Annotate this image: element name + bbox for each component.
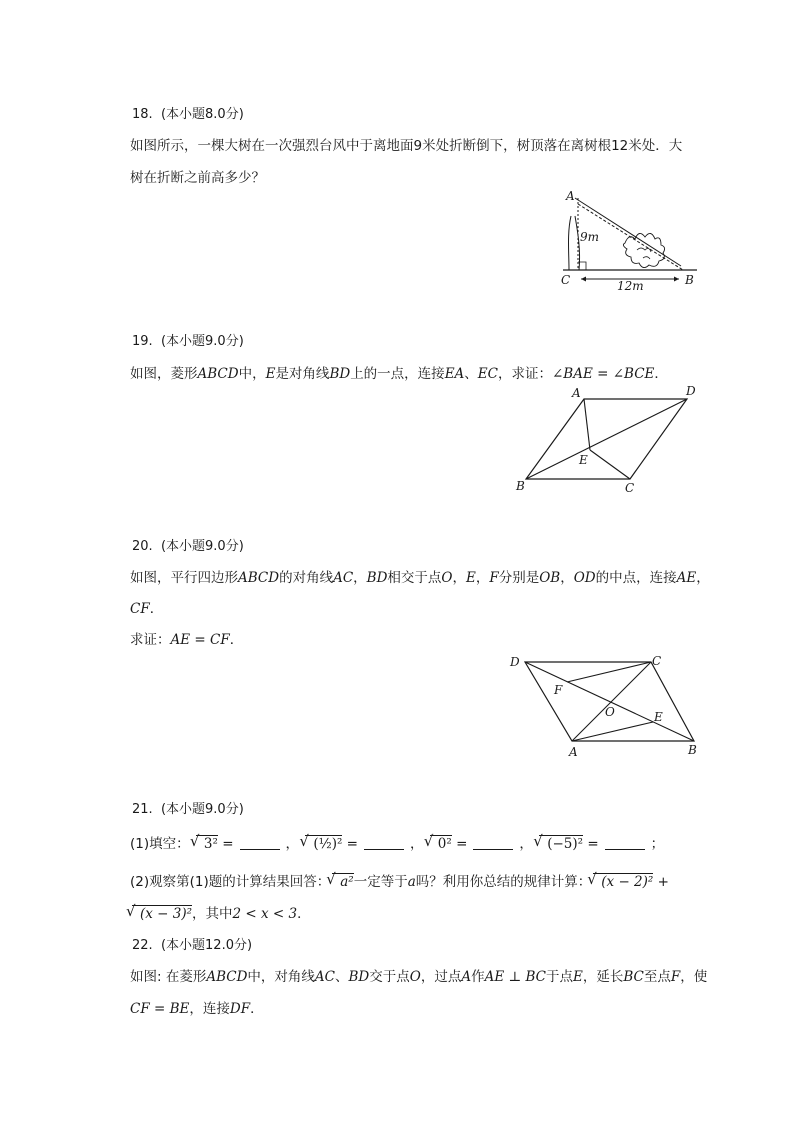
q20-label-e: E: [654, 710, 663, 724]
q21-header: [132, 798, 244, 817]
q21-blank4[interactable]: [605, 849, 645, 850]
q19-label-e: E: [579, 453, 588, 467]
q19-figure: [510, 382, 705, 497]
q21-period: ．: [297, 906, 311, 922]
q21-score: (本小题9.0分): [160, 802, 244, 817]
q21-p1-label: (1)填空：: [130, 836, 190, 852]
q20-o: O: [441, 570, 453, 586]
q21-p2-c: 吗？利用你总结的规律计算：: [415, 874, 592, 890]
q19-label-c: C: [625, 481, 635, 495]
q20-figure: [505, 650, 705, 762]
q19-abcd: ABCD: [197, 366, 239, 382]
q22-f: F: [670, 969, 681, 985]
q22-t3: 交于点: [369, 969, 410, 985]
q20-t2: 的对角线: [279, 570, 334, 586]
q19-bd: BD: [329, 366, 351, 382]
q20-prove-label: 求证：: [130, 632, 171, 648]
q22-text-line2: [130, 997, 264, 1017]
q18-header: [132, 103, 244, 122]
q21-p2-root: √ a²: [332, 873, 353, 890]
q20-text-line1: [130, 566, 710, 586]
q21-number: 21.: [132, 802, 153, 817]
q22-df: DF: [229, 1001, 251, 1017]
q22-score: (本小题12.0分): [160, 938, 253, 953]
q19-text-a: 如图，菱形: [130, 366, 198, 382]
q20-comma3: ，: [475, 570, 490, 586]
q21-p2-d: ，其中: [192, 906, 233, 922]
q22-sep: 、: [335, 969, 349, 985]
q22-header: [132, 934, 252, 953]
q22-period: ．: [250, 1001, 264, 1017]
q19-ea: EA: [444, 366, 465, 382]
q21-blank3[interactable]: [473, 849, 513, 850]
q21-range: 2 < x < 3: [232, 906, 298, 922]
q20-ae: AE: [676, 570, 697, 586]
q19-number: 19.: [132, 334, 153, 349]
q20-number: 20.: [132, 539, 153, 554]
q22-t6: 于点: [545, 969, 573, 985]
q18-text-line2: 树在折断之前高多少？: [130, 170, 265, 186]
q19-text-d: 上的一点，连接: [350, 366, 445, 382]
q18-label-b: B: [685, 273, 694, 287]
q22-number: 22.: [132, 938, 153, 953]
q21-eq3: =: [456, 836, 468, 852]
q20-period2: ．: [229, 632, 244, 648]
q20-ob: OB: [539, 570, 561, 586]
q22-abcd: ABCD: [206, 969, 248, 985]
q22-perp: AE ⊥ BC: [484, 969, 546, 985]
q22-bc: BC: [623, 969, 644, 985]
q20-t5: 的中点，连接: [595, 570, 677, 586]
q20-od: OD: [573, 570, 596, 586]
q19-label-d: D: [686, 384, 696, 398]
q21-plus: +: [657, 874, 669, 890]
q21-part2-line2: [130, 902, 311, 922]
q20-period1: ．: [149, 601, 164, 617]
q22-t8: 至点: [643, 969, 671, 985]
q21-root4: √ (−5)²: [539, 835, 583, 852]
q19-label-b: B: [516, 479, 525, 493]
q20-text-line2: [130, 597, 163, 617]
q20-comma4: ，: [560, 570, 574, 586]
q19-proof: ∠BAE = ∠BCE: [551, 366, 655, 382]
q19-text: [130, 362, 668, 382]
q20-comma2: ，: [452, 570, 466, 586]
q22-text-line1: [130, 965, 707, 985]
q19-label-a: A: [572, 386, 581, 400]
q22-t9: ，使: [680, 969, 708, 985]
q21-eq4: =: [587, 836, 599, 852]
q20-label-d: D: [510, 655, 520, 669]
q22-t7: ，延长: [582, 969, 624, 985]
q20-t4: 分别是: [498, 570, 540, 586]
q20-t1: 如图，平行四边形: [130, 570, 238, 586]
q21-eq2: =: [346, 836, 358, 852]
q20-comma5: ，: [696, 570, 710, 586]
q20-ac: AC: [333, 570, 354, 586]
q22-t4: ，过点: [420, 969, 462, 985]
q21-p2-var: a: [407, 874, 416, 890]
q18-score: (本小题8.0分): [160, 107, 244, 122]
q21-expr2: √ (x − 3)²: [132, 905, 192, 922]
q20-score: (本小题9.0分): [160, 539, 244, 554]
q18-number: 18.: [132, 107, 153, 122]
q22-t2: 中，对角线: [247, 969, 315, 985]
q20-abcd: ABCD: [238, 570, 280, 586]
q19-text-e: ，求证：: [497, 366, 552, 382]
q21-part2-line1: [130, 870, 669, 890]
q21-part1: [130, 832, 664, 852]
q21-p2-b: 一定等于: [353, 874, 408, 890]
q20-t3: 相交于点: [387, 570, 442, 586]
q19-text-b: 中，: [238, 366, 266, 382]
q21-expr1: √ (x − 2)²: [593, 873, 653, 890]
q20-bd: BD: [366, 570, 388, 586]
q18-label-height: 9m: [580, 230, 600, 244]
q21-root3: √ 0²: [430, 835, 452, 852]
q20-cf: CF: [130, 601, 150, 617]
q20-label-c: C: [652, 654, 662, 668]
q20-label-f: F: [554, 683, 563, 697]
q19-sep: 、: [464, 366, 478, 382]
q22-bd: BD: [348, 969, 370, 985]
q20-label-o: O: [605, 705, 615, 719]
q18-figure: [555, 188, 700, 293]
q21-root2: √ (½)²: [305, 835, 342, 852]
q19-end: ．: [654, 366, 668, 382]
q22-o: O: [409, 969, 421, 985]
q19-e: E: [265, 366, 276, 382]
q19-ec: EC: [477, 366, 498, 382]
q21-root1: √ 3²: [196, 835, 218, 852]
q21-sep1: ，: [285, 836, 300, 852]
q19-header: [132, 330, 244, 349]
q20-label-a: A: [569, 745, 578, 759]
q18-label-distance: 12m: [617, 279, 644, 293]
q21-blank2[interactable]: [364, 849, 404, 850]
q22-e: E: [572, 969, 583, 985]
q22-eq: CF = BE: [130, 1001, 190, 1017]
q21-sep2: ，: [409, 836, 424, 852]
q22-t1: 如图: 在菱形: [130, 969, 207, 985]
q22-a: A: [461, 969, 472, 985]
q18-text-line1: 如图所示，一棵大树在一次强烈台风中于离地面9米处折断倒下，树顶落在离树根12米处．大: [130, 138, 683, 154]
q20-label-b: B: [688, 743, 697, 757]
q21-sep3: ，: [519, 836, 533, 852]
q22-ac: AC: [314, 969, 336, 985]
q21-blank1[interactable]: [240, 849, 280, 850]
q22-t5: 作: [471, 969, 485, 985]
q21-eq1: =: [222, 836, 234, 852]
q18-label-c: C: [561, 273, 571, 287]
q20-prove: [130, 628, 243, 648]
q20-f: F: [489, 570, 499, 586]
q19-score: (本小题9.0分): [160, 334, 244, 349]
q20-header: [132, 535, 244, 554]
q22-t10: ，连接: [189, 1001, 230, 1017]
q20-prove-eq: AE = CF: [170, 632, 230, 648]
q21-p2-a: (2)观察第(1)题的计算结果回答：: [130, 874, 331, 890]
q19-text-c: 是对角线: [275, 366, 330, 382]
q20-comma1: ，: [353, 570, 367, 586]
q20-e: E: [466, 570, 476, 586]
q18-label-a: A: [566, 189, 575, 203]
q21-semi: ；: [650, 836, 665, 852]
